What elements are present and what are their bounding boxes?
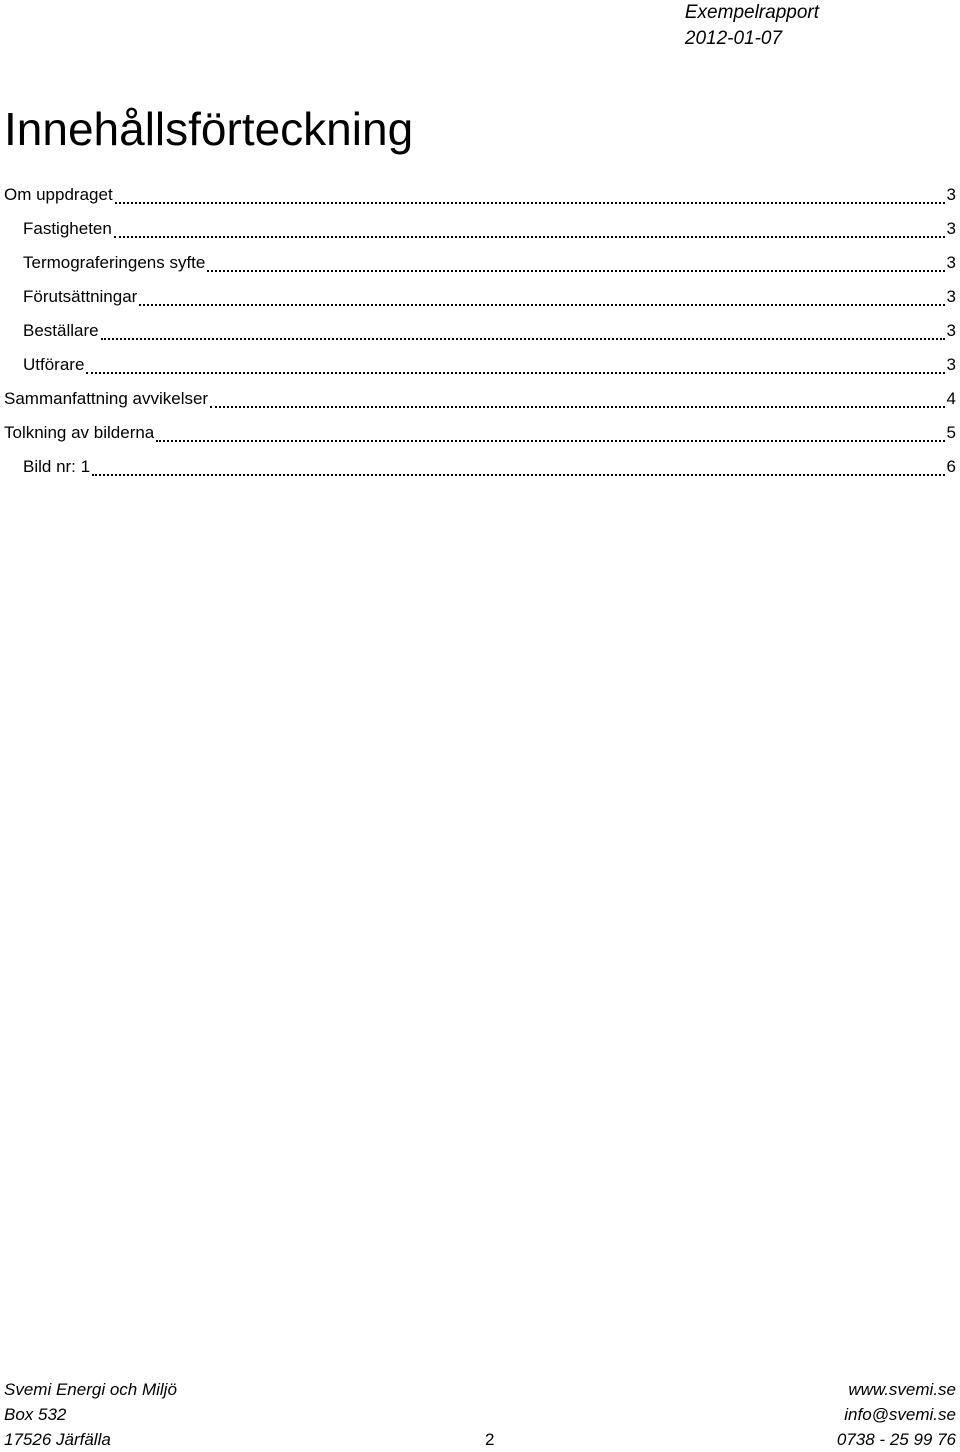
toc-dot-leader — [114, 235, 945, 238]
toc-entry-page: 3 — [946, 287, 956, 306]
footer-company: Svemi Energi och Miljö — [4, 1380, 177, 1399]
toc-entry[interactable] — [23, 355, 956, 381]
toc-entry-page: 5 — [946, 423, 956, 442]
footer-page-number: 2 — [485, 1430, 495, 1449]
toc-entry-page: 3 — [946, 355, 956, 374]
report-header — [685, 0, 819, 52]
toc-entry[interactable] — [23, 457, 956, 483]
toc-entry[interactable] — [23, 253, 956, 279]
toc-entry-label: Sammanfattning avvikelser — [4, 389, 209, 408]
toc-entry-label: Om uppdraget — [4, 185, 113, 204]
toc-dot-leader — [92, 473, 944, 476]
toc-entry[interactable] — [4, 185, 956, 211]
toc-dot-leader — [86, 371, 944, 374]
toc-entry-label: Utförare — [23, 355, 85, 374]
toc-entry[interactable] — [23, 219, 956, 245]
report-date: 2012-01-07 — [684, 28, 783, 49]
page-footer — [0, 1378, 960, 1451]
toc-entry-label: Fastigheten — [23, 219, 112, 238]
report-title: Exempelrapport — [684, 2, 819, 23]
toc-entry-label: Tolkning av bilderna — [4, 423, 155, 442]
toc-dot-leader — [156, 439, 944, 442]
toc-dot-leader — [115, 201, 945, 204]
toc-dot-leader — [207, 269, 944, 272]
toc-entry[interactable] — [4, 423, 956, 449]
toc-dot-leader — [139, 303, 944, 306]
toc-entry-page: 3 — [946, 253, 956, 272]
footer-city: 17526 Järfälla — [4, 1430, 111, 1449]
toc-entry-label: Beställare — [23, 321, 99, 340]
footer-website[interactable]: www.svemi.se — [848, 1380, 956, 1399]
toc-entry-page: 3 — [946, 185, 956, 204]
toc-entry[interactable] — [23, 321, 956, 347]
toc-entry-label: Bild nr: 1 — [23, 457, 91, 476]
footer-box: Box 532 — [4, 1405, 67, 1424]
footer-email[interactable]: info@svemi.se — [844, 1405, 956, 1424]
toc-entry-label: Termograferingens syfte — [23, 253, 206, 272]
toc-dot-leader — [210, 405, 944, 408]
toc-entry[interactable] — [4, 389, 956, 415]
toc-entry-page: 3 — [946, 219, 956, 238]
toc-entry[interactable] — [23, 287, 956, 313]
toc-entry-label: Förutsättningar — [23, 287, 138, 306]
toc-entry-page: 4 — [946, 389, 956, 408]
toc-entry-page: 6 — [946, 457, 956, 476]
footer-phone: 0738 - 25 99 76 — [836, 1430, 956, 1449]
toc-entry-page: 3 — [946, 321, 956, 340]
toc-dot-leader — [101, 337, 945, 340]
toc-heading: Innehållsförteckning — [4, 103, 414, 155]
